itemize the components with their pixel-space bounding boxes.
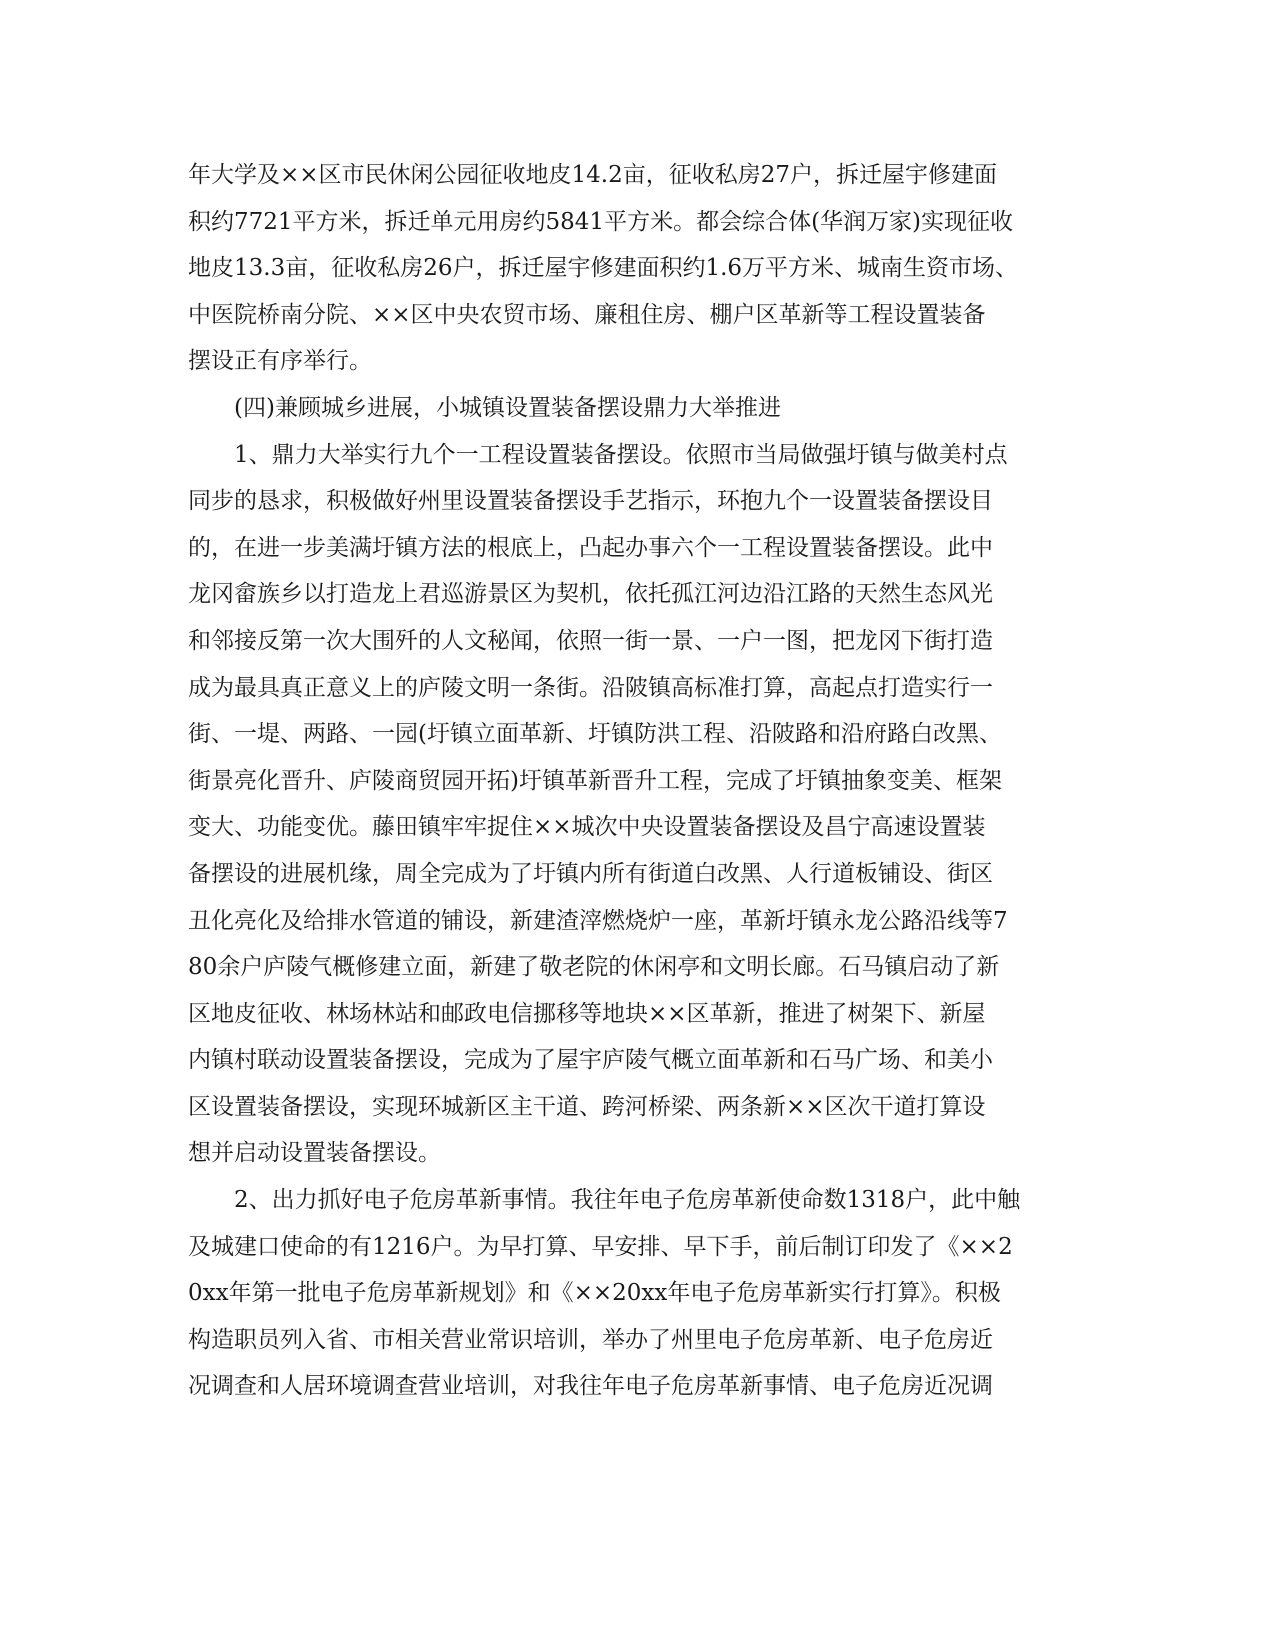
body-line-18: 80余户庐陵气概修建立面，新建了敬老院的休闲亭和文明长廊。石马镇启动了新: [188, 954, 1000, 981]
body-line-5: 摆设正有序举行。: [188, 348, 372, 375]
body-line-4: 中医院桥南分院、××区中央农贸市场、廉租住房、棚户区革新等工程设置装备: [188, 301, 986, 328]
body-line-21: 区设置装备摆设，实现环城新区主干道、跨河桥梁、两条新××区次干道打算设: [188, 1093, 986, 1120]
item-1-first-line: 1、鼎力大举实行九个一工程设置装备摆设。依照市当局做强圩镇与做美村点: [234, 441, 1008, 468]
body-line-8: 同步的恳求，积极做好州里设置装备摆设手艺指示，环抱九个一设置装备摆设目: [188, 488, 993, 515]
body-line-15: 变大、功能变优。藤田镇牢牢捉住××城次中央设置装备摆设及昌宁高速设置装: [188, 814, 986, 841]
body-line-24: 及城建口使命的有1216户。为早打算、早安排、早下手，前后制订印发了《××2: [188, 1233, 1013, 1260]
body-line-13: 街、一堤、两路、一园(圩镇立面革新、圩镇防洪工程、沿陂路和沿府路白改黑、: [188, 721, 1002, 748]
body-line-3: 地皮13.3亩，征收私房26户，拆迁屋宇修建面积约1.6万平方米、城南生资市场、: [188, 255, 1019, 282]
section-heading: (四)兼顾城乡进展，小城镇设置装备摆设鼎力大举推进: [234, 394, 781, 421]
body-line-27: 况调查和人居环境调查营业培训，对我往年电子危房革新事情、电子危房近况调: [188, 1373, 993, 1400]
body-line-10: 龙冈畲族乡以打造龙上君巡游景区为契机，依托孤江河边沿江路的天然生态风光: [188, 581, 993, 608]
body-line-19: 区地皮征收、林场林站和邮政电信挪移等地块××区革新，推进了树架下、新屋: [188, 1000, 986, 1027]
body-line-14: 街景亮化晋升、庐陵商贸园开拓)圩镇革新晋升工程，完成了圩镇抽象变美、框架: [188, 767, 1002, 794]
body-line-11: 和邻接反第一次大围歼的人文秘闻，依照一街一景、一户一图，把龙冈下街打造: [188, 627, 993, 654]
body-line-17: 丑化亮化及给排水管道的铺设，新建渣滓燃烧炉一座，革新圩镇永龙公路沿线等7: [188, 907, 1008, 934]
body-line-1: 年大学及××区市民休闲公园征收地皮14.2亩，征收私房27户，拆迁屋宇修建面: [188, 162, 998, 188]
body-line-2: 积约7721平方米，拆迁单元用房约5841平方米。都会综合体(华润万家)实现征收: [188, 208, 1014, 235]
body-line-22: 想并启动设置装备摆设。: [188, 1140, 441, 1167]
body-line-26: 构造职员列入省、市相关营业常识培训，举办了州里电子危房革新、电子危房近: [188, 1326, 993, 1353]
document-body: [188, 152, 1088, 1410]
body-line-12: 成为最具真正意义上的庐陵文明一条街。沿陂镇高标准打算，高起点打造实行一: [188, 674, 993, 701]
body-line-9: 的，在进一步美满圩镇方法的根底上，凸起办事六个一工程设置装备摆设。此中: [188, 534, 993, 561]
body-line-25: 0xx年第一批电子危房革新规划》和《××20xx年电子危房革新实行打算》。积极: [188, 1280, 1001, 1307]
body-line-16: 备摆设的进展机缘，周全完成为了圩镇内所有街道白改黑、人行道板铺设、街区: [188, 860, 993, 887]
body-line-20: 内镇村联动设置装备摆设，完成为了屋宇庐陵气概立面革新和石马广场、和美小: [188, 1047, 993, 1074]
item-2-first-line: 2、出力抓好电子危房革新事情。我往年电子危房革新使命数1318户，此中触: [234, 1187, 1021, 1214]
